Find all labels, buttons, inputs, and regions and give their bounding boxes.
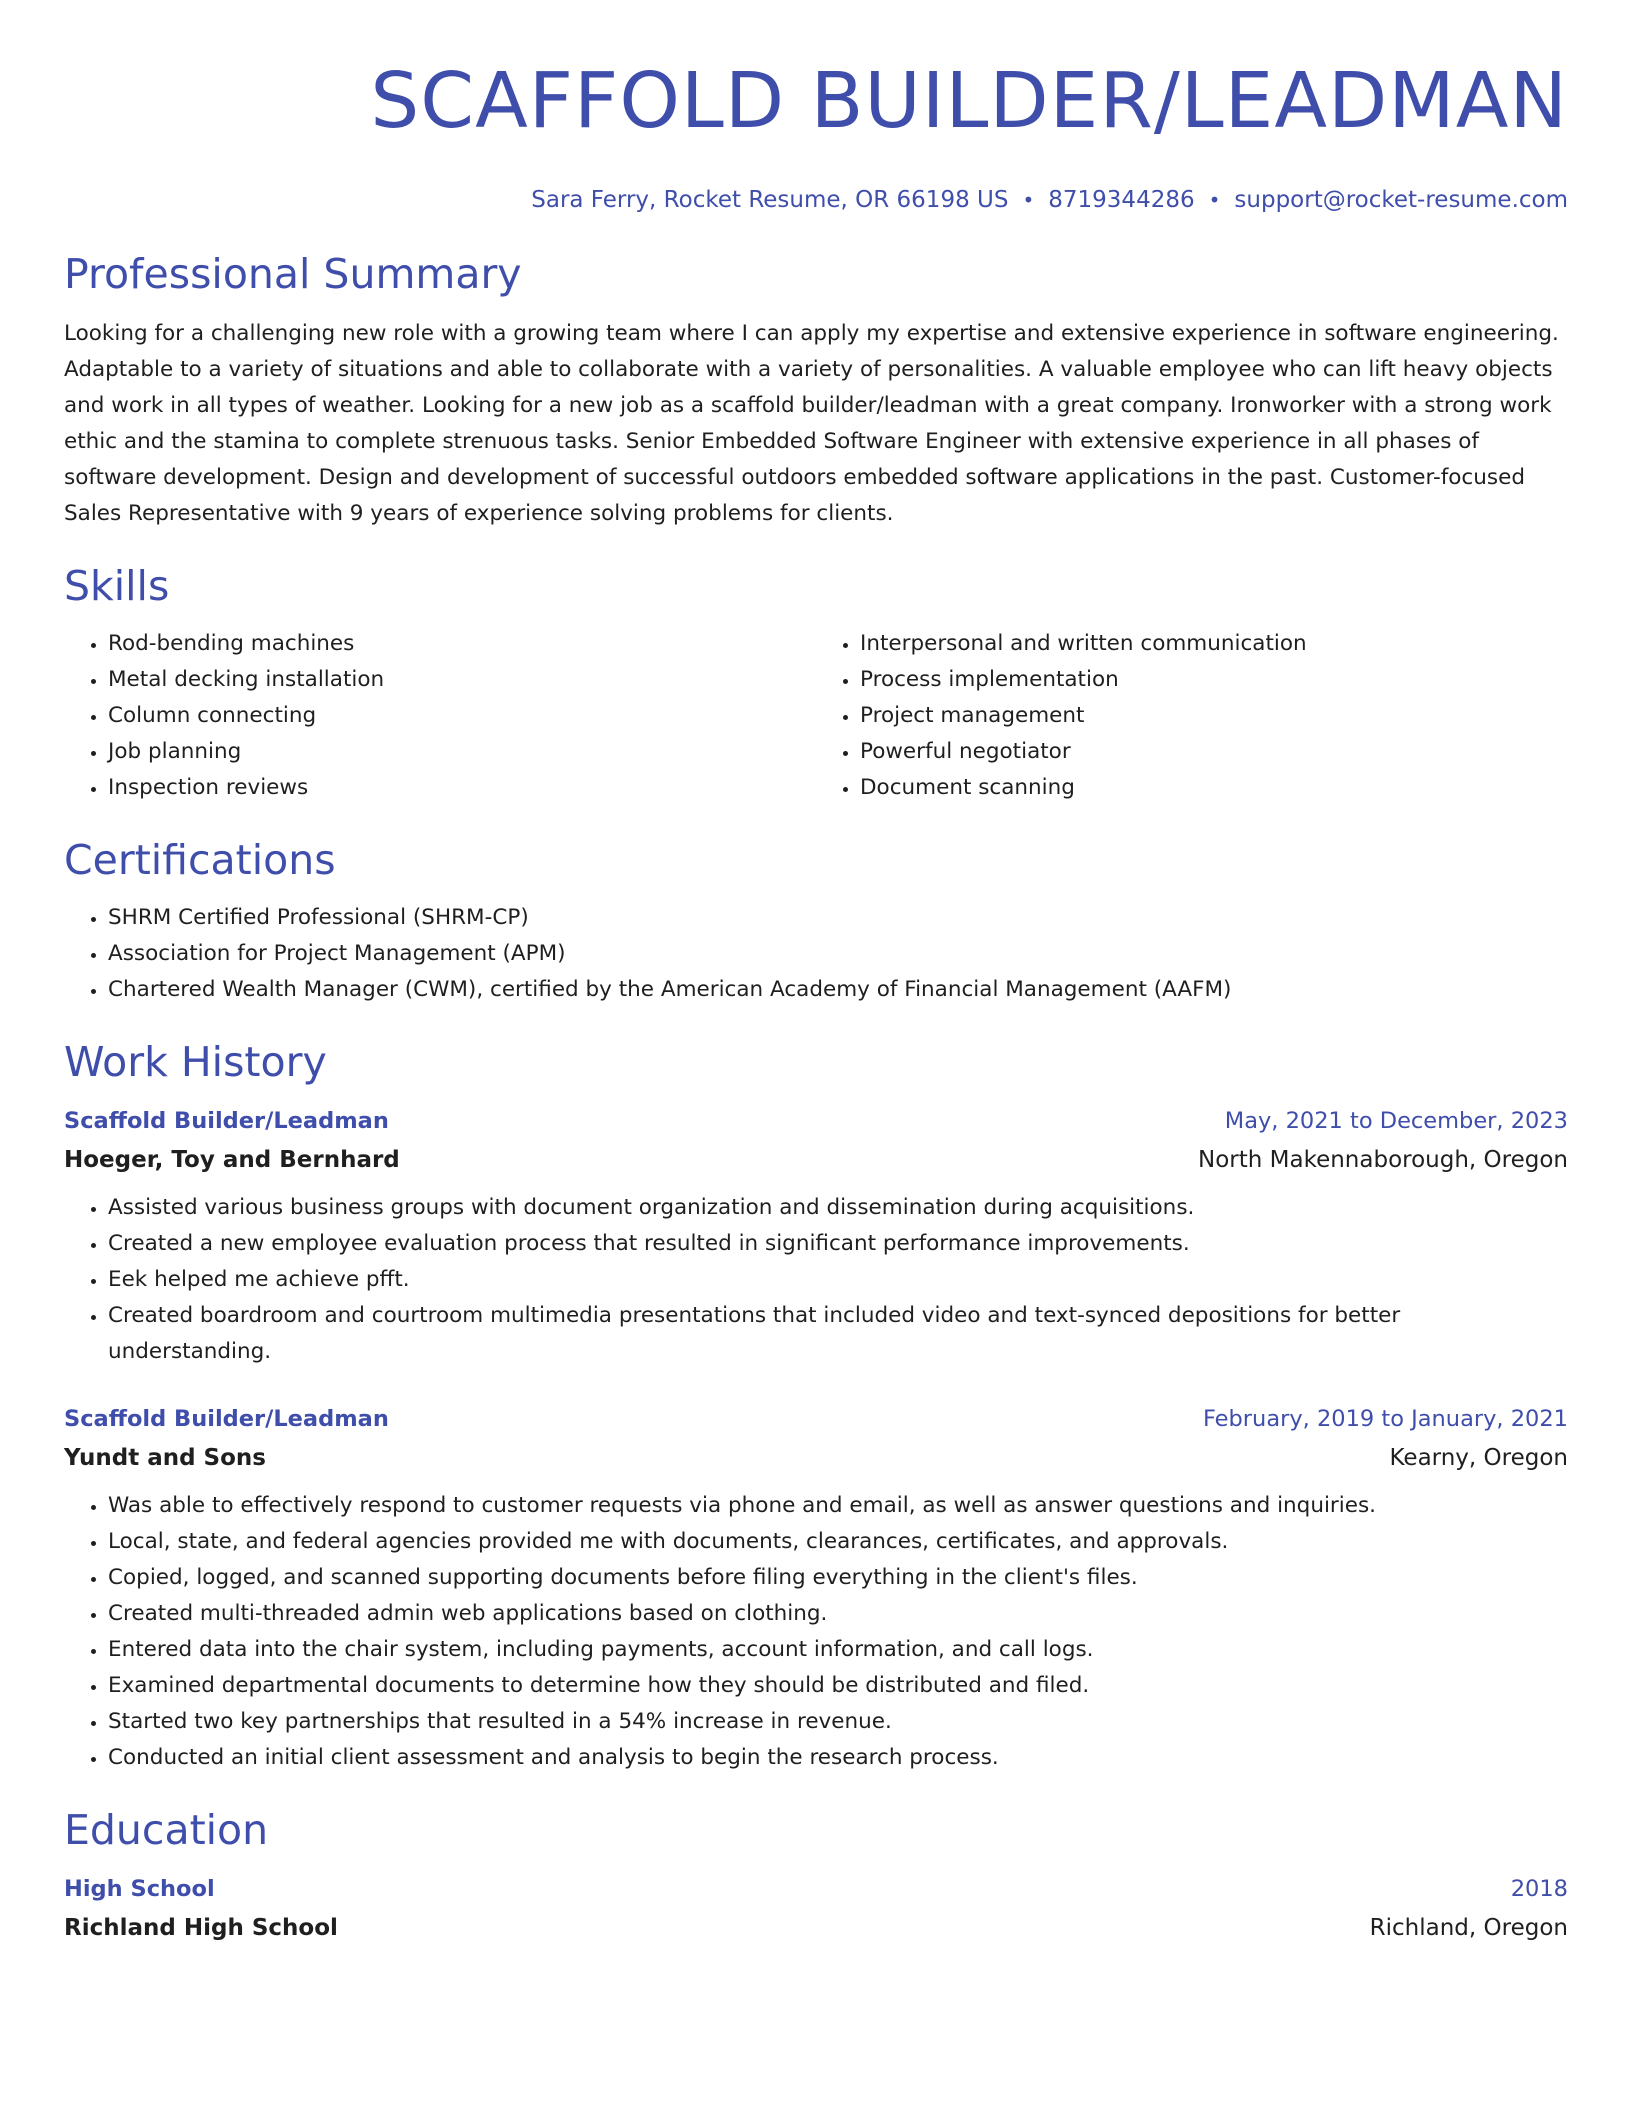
job-location: Kearny, Oregon	[1389, 1445, 1568, 1471]
contact-line	[64, 184, 1568, 216]
work-history-heading: Work History	[64, 1038, 327, 1086]
education-school-row	[64, 1908, 1568, 1948]
skill-item: • Document scanning	[860, 770, 1568, 806]
skills-heading: Skills	[64, 562, 170, 610]
skill-item: • Interpersonal and written communication	[860, 626, 1568, 662]
skill-item: • Rod-bending machines	[108, 626, 816, 662]
skill-item: • Project management	[860, 698, 1568, 734]
job-company: Yundt and Sons	[64, 1445, 266, 1471]
skills-columns	[64, 626, 1568, 806]
job-company-row	[64, 1140, 1568, 1180]
job-title: Scaffold Builder/Leadman	[64, 1108, 389, 1134]
job-location: North Makennaborough, Oregon	[1198, 1147, 1568, 1173]
skill-item: • Metal decking installation	[108, 662, 816, 698]
education-school: Richland High School	[64, 1915, 338, 1941]
skill-item: • Column connecting	[108, 698, 816, 734]
job-company-row	[64, 1438, 1568, 1478]
job-bullet: • Entered data into the chair system, including payments, account information, and call logs.	[108, 1632, 1568, 1668]
job-bullets	[64, 1190, 1568, 1370]
job-bullet: • Was able to effectively respond to customer requests via phone and email, as well as answer questions and inquiries.	[108, 1488, 1568, 1524]
summary-text: Looking for a challenging new role with a growing team where I can apply my expertise and extensive experience in software engineering. Adaptable to a variety of situations and able to collaborate with a variety of personalities. A valuable employee who can lift heavy objects and work in all types of weather. Looking for a new job as a scaffold builder/leadman with a great company. Ironworker with a strong work ethic and the stamina to complete strenuous tasks. Senior Embedded Software Engineer with extensive experience in all phases of software development. Design and development of successful outdoors embedded software applications in the past. Customer-focused Sales Representative with 9 years of experience solving problems for clients.	[64, 321, 1559, 526]
certifications-list	[64, 900, 1568, 1008]
job-bullet: • Local, state, and federal agencies provided me with documents, clearances, certificates, and approvals.	[108, 1524, 1568, 1560]
job-dates: May, 2021 to December, 2023	[1224, 1108, 1568, 1134]
skill-item: • Process implementation	[860, 662, 1568, 698]
skill-item: • Inspection reviews	[108, 770, 816, 806]
education-year: 2018	[1510, 1876, 1568, 1902]
job-entry	[64, 1102, 1568, 1370]
resume-header	[64, 52, 1568, 216]
skill-item: • Powerful negotiator	[860, 734, 1568, 770]
job-bullets	[64, 1488, 1568, 1776]
contact-address: Sara Ferry, Rocket Resume, OR 66198 US	[531, 187, 1009, 213]
job-title-row	[64, 1400, 1568, 1438]
job-bullet: • Created multi-threaded admin web applications based on clothing.	[108, 1596, 1568, 1632]
job-bullet: • Assisted various business groups with document organization and dissemination during acquisitions.	[108, 1190, 1568, 1226]
certifications-heading: Certifications	[64, 836, 336, 884]
education-entry	[64, 1870, 1568, 1948]
certification-item: • Chartered Wealth Manager (CWM), certified by the American Academy of Financial Management (AAFM)	[108, 972, 1568, 1008]
certification-item: • Association for Project Management (APM)	[108, 936, 1568, 972]
job-title-row	[64, 1102, 1568, 1140]
job-bullet: • Created boardroom and courtroom multimedia presentations that included video and text-synced depositions for better understanding.	[108, 1298, 1568, 1370]
contact-phone: 8719344286	[1048, 187, 1195, 213]
skill-item: • Job planning	[108, 734, 816, 770]
job-bullet: • Eek helped me achieve pfft.	[108, 1262, 1568, 1298]
contact-email[interactable]: support@rocket-resume.com	[1234, 187, 1568, 213]
summary-heading: Professional Summary	[64, 250, 522, 298]
resume-title: SCAFFOLD BUILDER/LEADMAN	[370, 57, 1568, 146]
education-heading: Education	[64, 1806, 269, 1854]
job-bullet: • Started two key partnerships that resulted in a 54% increase in revenue.	[108, 1704, 1568, 1740]
job-dates: February, 2019 to January, 2021	[1202, 1406, 1568, 1432]
contact-separator: •	[1022, 188, 1035, 212]
skills-list-right	[816, 626, 1568, 806]
education-degree-row	[64, 1870, 1568, 1908]
education-degree: High School	[64, 1876, 215, 1902]
certification-item: • SHRM Certified Professional (SHRM-CP)	[108, 900, 1568, 936]
job-bullet: • Examined departmental documents to determine how they should be distributed and filed.	[108, 1668, 1568, 1704]
job-title: Scaffold Builder/Leadman	[64, 1406, 389, 1432]
education-location: Richland, Oregon	[1369, 1915, 1568, 1941]
job-entry	[64, 1400, 1568, 1776]
job-bullet: • Conducted an initial client assessment and analysis to begin the research process.	[108, 1740, 1568, 1776]
job-bullet: • Created a new employee evaluation process that resulted in significant performance improvements.	[108, 1226, 1568, 1262]
contact-separator: •	[1208, 188, 1221, 212]
job-bullet: • Copied, logged, and scanned supporting documents before filing everything in the client's files.	[108, 1560, 1568, 1596]
skills-list-left	[64, 626, 816, 806]
job-company: Hoeger, Toy and Bernhard	[64, 1147, 400, 1173]
